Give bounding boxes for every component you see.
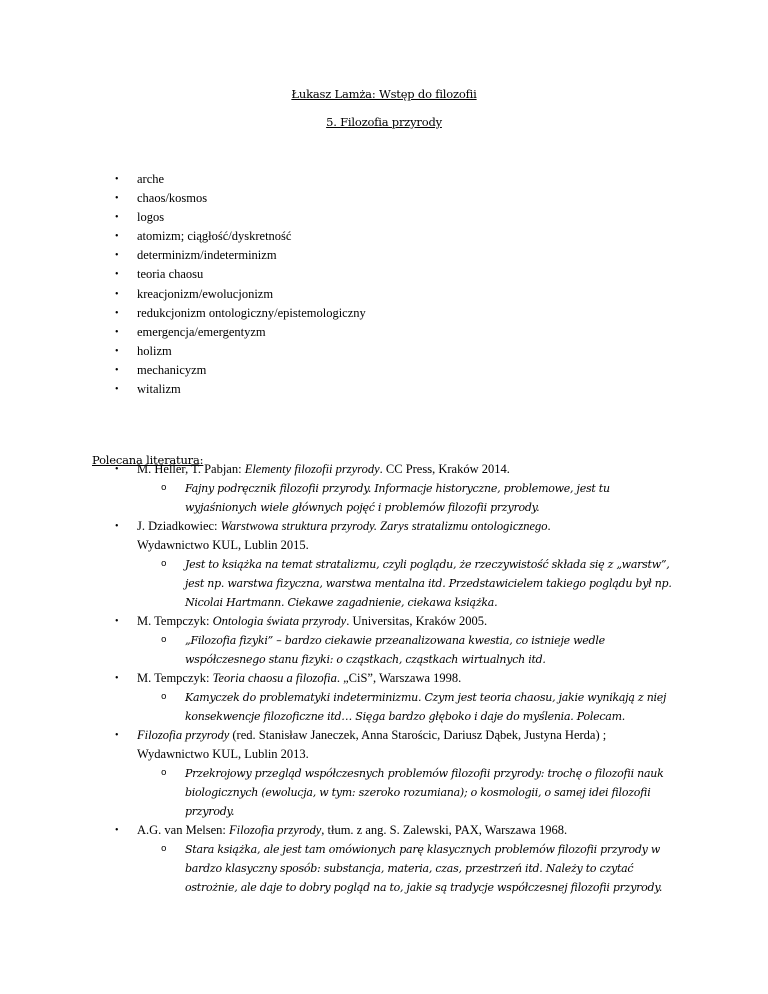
bullet-icon: • bbox=[115, 616, 119, 627]
bullet-icon: • bbox=[115, 326, 119, 338]
entry-comment bbox=[161, 631, 675, 669]
term-text: atomizm; ciągłość/dyskretność bbox=[137, 229, 292, 244]
entry-book-title: Teoria chaosu a filozofia bbox=[212, 671, 337, 685]
entry-publication: . CC Press, Kraków 2014. bbox=[379, 462, 510, 476]
term-text: holizm bbox=[137, 343, 172, 358]
bullet-icon: • bbox=[115, 231, 119, 243]
term-text: mechanicyzm bbox=[137, 362, 207, 377]
entry-book-title: Filozofia przyrody bbox=[229, 823, 322, 837]
entry-publication: . Universitas, Kraków 2005. bbox=[346, 614, 488, 628]
bullet-icon: • bbox=[115, 521, 119, 532]
literature-heading: Polecana literatura: bbox=[92, 453, 204, 467]
entry-book-title: Ontologia świata przyrody bbox=[212, 614, 347, 628]
term-text: emergencja/emergentyzm bbox=[137, 324, 266, 339]
entry-book-title: Elementy filozofii przyrody bbox=[244, 462, 380, 476]
entry-comment bbox=[161, 479, 675, 517]
entry-publication: . Wydawnictwo KUL, Lublin 2015. bbox=[137, 519, 551, 552]
entry-book-title: Warstwowa struktura przyrody. Zarys stratalizmu ontologicznego bbox=[220, 519, 548, 533]
term-text: determinizm/indeterminizm bbox=[137, 248, 277, 263]
entry-author: M. Tempczyk: bbox=[137, 671, 213, 685]
sub-bullet-icon: o bbox=[161, 559, 167, 569]
term-text: redukcjonizm ontologiczny/epistemologiczny bbox=[137, 305, 366, 320]
bullet-icon: • bbox=[115, 364, 119, 376]
literature-entry bbox=[115, 821, 607, 840]
bullet-icon: • bbox=[115, 193, 119, 205]
entry-comment bbox=[161, 764, 675, 821]
entry-publication: . „CiS”, Warszawa 1998. bbox=[336, 671, 462, 685]
document-title: Łukasz Lamża: Wstęp do filozofii bbox=[291, 87, 477, 101]
entry-publication: , tłum. z ang. S. Zalewski, PAX, Warszawa 1968. bbox=[321, 823, 568, 837]
literature-entry bbox=[115, 669, 607, 688]
bullet-icon: • bbox=[115, 384, 119, 396]
entry-author: M. Tempczyk: bbox=[137, 614, 213, 628]
bullet-icon: • bbox=[115, 825, 119, 836]
bullet-icon: • bbox=[115, 288, 119, 300]
sub-bullet-icon: o bbox=[161, 635, 167, 645]
term-text: logos bbox=[137, 210, 165, 225]
term-text: arche bbox=[137, 172, 165, 186]
entry-comment bbox=[161, 840, 675, 897]
bullet-icon: • bbox=[115, 174, 119, 185]
entry-comment bbox=[161, 688, 675, 726]
comment-text: Fajny podręcznik filozofii przyrody. Informacje historyczne, problemowe, jest tu wyjaśnionych wiele głównych pojęć i problemów filozofii przyrody. bbox=[185, 482, 610, 514]
literature-entry bbox=[115, 517, 607, 555]
term-text: kreacjonizm/ewolucjonizm bbox=[137, 286, 274, 301]
bullet-icon: • bbox=[115, 250, 119, 262]
literature-entry bbox=[115, 460, 607, 479]
bullet-icon: • bbox=[115, 464, 119, 475]
comment-text: Przekrojowy przegląd współczesnych problemów filozofii przyrody: trochę o filozofii nauk biologicznych (ewolucja, w tym: szeroko rozumiana); o kosmologii, o samej idei filozofii przyrody. bbox=[185, 767, 664, 818]
bullet-icon: • bbox=[115, 212, 119, 224]
sub-bullet-icon: o bbox=[161, 768, 167, 778]
entry-author: M. Heller, T. Pabjan: bbox=[137, 462, 245, 476]
comment-text: Stara książka, ale jest tam omówionych parę klasycznych problemów filozofii przyrody w bardzo klasyczny sposób: substancja, materia, czas, przestrzeń itd. Należy to czytać ostrożnie, ale daje to dobry pogląd na to, jakie są tradycje współczesnej filozofii przyrody. bbox=[185, 843, 663, 894]
entry-comment bbox=[161, 555, 675, 612]
bullet-icon: • bbox=[115, 345, 119, 357]
sub-bullet-icon: o bbox=[161, 483, 167, 493]
chapter-title: 5. Filozofia przyrody bbox=[326, 115, 442, 129]
entry-author: A.G. van Melsen: bbox=[137, 823, 229, 837]
bullet-icon: • bbox=[115, 307, 119, 319]
entry-publication: (red. Stanisław Janeczek, Anna Starościc, Dariusz Dąbek, Justyna Herda) ; Wydawnictwo KUL, Lublin 2013. bbox=[137, 728, 607, 761]
comment-text: Kamyczek do problematyki indeterminizmu. Czym jest teoria chaosu, jakie wynikają z niej konsekwencje filozoficzne itd… Sięga bardzo głęboko i daje do myślenia. Polecam. bbox=[185, 691, 667, 723]
term-text: teoria chaosu bbox=[137, 267, 204, 282]
comment-text: „Filozofia fizyki” – bardzo ciekawie przeanalizowana kwestia, co istnieje wedle współczesnego stanu fizyki: o cząstkach, cząstkach wirtualnych itd. bbox=[185, 634, 605, 666]
bullet-icon: • bbox=[115, 730, 119, 741]
bullet-icon: • bbox=[115, 673, 119, 684]
entry-book-title: Filozofia przyrody bbox=[137, 728, 230, 742]
sub-bullet-icon: o bbox=[161, 844, 167, 854]
sub-bullet-icon: o bbox=[161, 692, 167, 702]
comment-text: Jest to książka na temat stratalizmu, czyli poglądu, że rzeczywistość składa się z „warstw”, jest np. warstwa fizyczna, warstwa mentalna itd. Przedstawicielem takiego poglądu był np. Nicolai Hartmann. Ciekawe zagadnienie, ciekawa książka. bbox=[185, 558, 672, 609]
bullet-icon: • bbox=[115, 269, 119, 281]
literature-entry bbox=[115, 726, 607, 764]
entry-author: J. Dziadkowiec: bbox=[137, 519, 221, 533]
term-text: chaos/kosmos bbox=[137, 191, 208, 206]
term-text: witalizm bbox=[137, 382, 181, 397]
literature-entry bbox=[115, 612, 607, 631]
